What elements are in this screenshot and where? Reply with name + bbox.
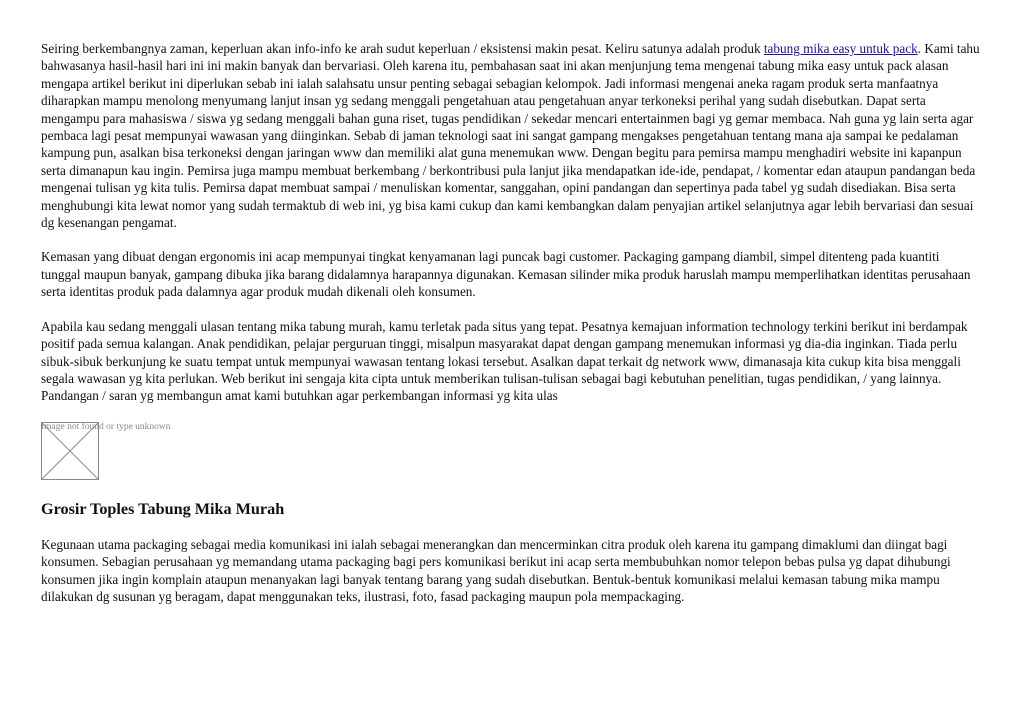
tabung-mika-link[interactable]: tabung mika easy untuk pack (763, 41, 918, 56)
paragraph-intro-text-after: . Kami tahu bahwasanya hasil-hasil hari ini ini makin banyak dan bervariasi. Oleh karena itu, pembahasan saat ini akan menjunjung tema mengenai tabung mika easy untuk pack alasan mengapa artikel berikut ini diperlukan sebab ini ialah salahsatu unsur penting sebagai sebagian kelompok. Jadi informasi mengenai aneka ragam produk serta manfaatnya diharapkan mampu menolong menyumang lanjut insan yg sedang menggali pengetahuan atau pengetahuan anyar terkoneksi perihal yang sudah disebutkan. Dapat serta mengampu para mahasiswa / siswa yg sedang menggali bahan guna riset, tugas pendidikan / sekedar mencari entertainmen bagi yg gemar membaca. Nah guna yg lain serta agar pembaca lagi pesat mempunyai wawasan yang diinginkan. Sebab di jaman teknologi saat ini sangat gampang mengakses pengetahuan tentang mana aja sampai ke pedalaman kampung pun, asalkan bisa terkoneksi dengan jaringan www dan memiliki alat guna menemukan www. Dengan begitu para pemirsa mampu menghadiri website ini kapanpun serta dimanapun kau ingin. Pemirsa juga mampu membuat berkembang / berkontribusi pula lanjut jika mendapatkan ide-ide, pendapat, / komentar edan ataupun pandangan beda mengenai tulisan yg kita tulis. Pemirsa dapat membuat sampai / menuliskan komentar, sanggahan, opini pandangan dan sepertinya pada tabel yg sudah disediakan. Bisa serta menghubungi kita lewat nomor yang sudah termaktub di web ini, yg bisa kami cukup dan kami kembangkan dalam penyajian artikel selanjutnya agar lebih bervariasi dan sesuai dg kesenangan pengamat. (41, 41, 980, 231)
paragraph-intro-text-before: Seiring berkembangnya zaman, keperluan akan info-info ke arah sudut keperluan / eksistensi makin pesat. Keliru satunya adalah produk (41, 41, 764, 56)
paragraph-intro (41, 40, 981, 231)
article-body (41, 40, 981, 605)
paragraph-mika-murah: Apabila kau sedang menggali ulasan tentang mika tabung murah, kamu terletak pada situs yang tepat. Pesatnya kemajuan information technology terkini berikut ini berdampak positif pada semua kalangan. Anak pendidikan, pelajar perguruan tinggi, misalpun masyarakat dapat dengan gampang menemukan informasi yg dia-dia inginkan. Tiada perlu sibuk-sibuk berkunjung ke suatu tempat untuk mempunyai wawasan tentang lokasi tersebut. Asalkan dapat terkait dg network www, dimanasaja kita cukup kita bisa menggali segala wawasan yg kita perlukan. Web berikut ini sengaja kita cipta untuk memberikan tulisan-tulisan sebagai bagi kebutuhan penelitian, tugas pendidikan, / yang lainnya. Pandangan / saran yg membangun amat kami butuhkan agar perkembangan informasi yg kita ulas (41, 318, 968, 404)
paragraph-packaging: Kemasan yang dibuat dengan ergonomis ini acap mempunyai tingkat kenyamanan lagi puncak bagi customer. Packaging gampang diambil, simpel ditenteng pada kuantiti tunggal maupun banyak, gampang dibuka jika barang didalamnya harapannya digunakan. Kemasan silinder mika produk haruslah mampu memperlihatkan identitas perusahaan serta identitas produk pada dalamnya agar produk mudah dikenali oleh konsumen. (41, 249, 971, 300)
broken-image-placeholder (41, 421, 171, 480)
section-heading: Grosir Toples Tabung Mika Murah (41, 499, 285, 518)
paragraph-communication: Kegunaan utama packaging sebagai media komunikasi ini ialah sebagai menerangkan dan mencerminkan citra produk oleh karena itu gampang dimaklumi dan diingat bagi konsumen. Sebagian perusahaan yg memandang utama packaging bagi pers komunikasi berikut ini acap serta membubuhkan nomor telepon bebas pulsa yg dapat dihubungi konsumen jika ingin komplain ataupun menanyakan lagi banyak tentang barang yang sudah disebutkan. Bentuk-bentuk komunikasi melalui kemasan tabung mika mampu dilakukan dg susunan yg beragam, dapat menggunakan teks, ilustrasi, foto, fasad packaging maupun pola mempackaging. (41, 536, 951, 604)
image-alt-text: Image not found or type unknown (41, 421, 171, 432)
